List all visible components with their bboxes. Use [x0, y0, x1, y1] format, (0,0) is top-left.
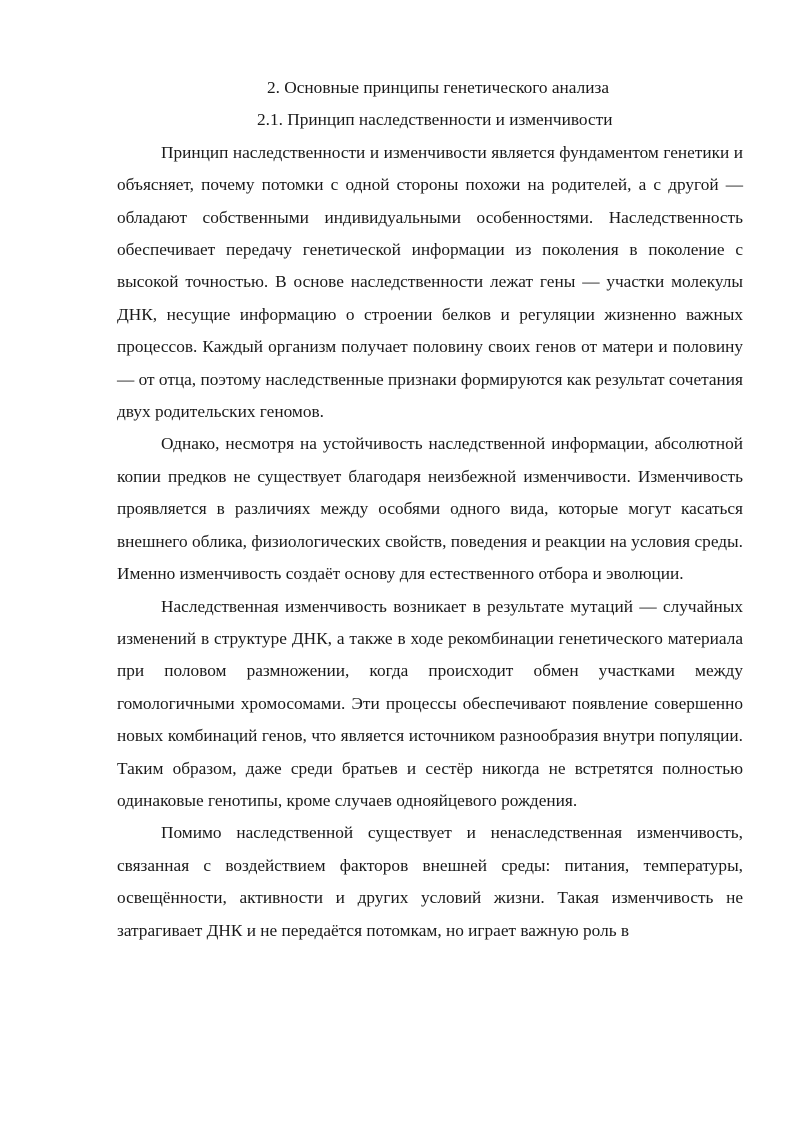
paragraph: Наследственная изменчивость возникает в результате мутаций — случайных изменений в структуре ДНК, а также в ходе рекомбинации генетического материала при половом размножении, когда происходит обмен участками между гомологичными хромосомами. Эти процессы обеспечивают появление совершенно новых комбинаций генов, что является источником разнообразия внутри популяции. Таким образом, даже среди братьев и сестёр никогда не встретятся полностью одинаковые генотипы, кроме случаев однояйцевого рождения.: [117, 596, 743, 810]
paragraph: Однако, несмотря на устойчивость наследственной информации, абсолютной копии предков не существует благодаря неизбежной изменчивости. Изменчивость проявляется в различиях между особями одного вида, которые могут касаться внешнего облика, физиологических свойств, поведения и реакции на условия среды. Именно изменчивость создаёт основу для естественного отбора и эволюции.: [117, 434, 743, 584]
page-content: [117, 72, 743, 947]
paragraph: Принцип наследственности и изменчивости является фундаментом генетики и объясняет, почему потомки с одной стороны похожи на родителей, а с другой — обладают собственными индивидуальными особенностями. Наследственность обеспечивает передачу генетической информации из поколения в поколение с высокой точностью. В основе наследственности лежат гены — участки молекулы ДНК, несущие информацию о строении белков и регуляции жизненно важных процессов. Каждый организм получает половину своих генов от матери и половину — от отца, поэтому наследственные признаки формируются как результат сочетания двух родительских геномов.: [117, 142, 743, 422]
paragraph: Помимо наследственной существует и ненаследственная изменчивость, связанная с воздействием факторов внешней среды: питания, температуры, освещённости, активности и других условий жизни. Такая изменчивость не затрагивает ДНК и не передаётся потомкам, но играет важную роль в: [117, 823, 743, 940]
subsection-heading: 2.1. Принцип наследственности и изменчивости: [257, 110, 613, 130]
section-heading: 2. Основные принципы генетического анализа: [267, 78, 609, 97]
